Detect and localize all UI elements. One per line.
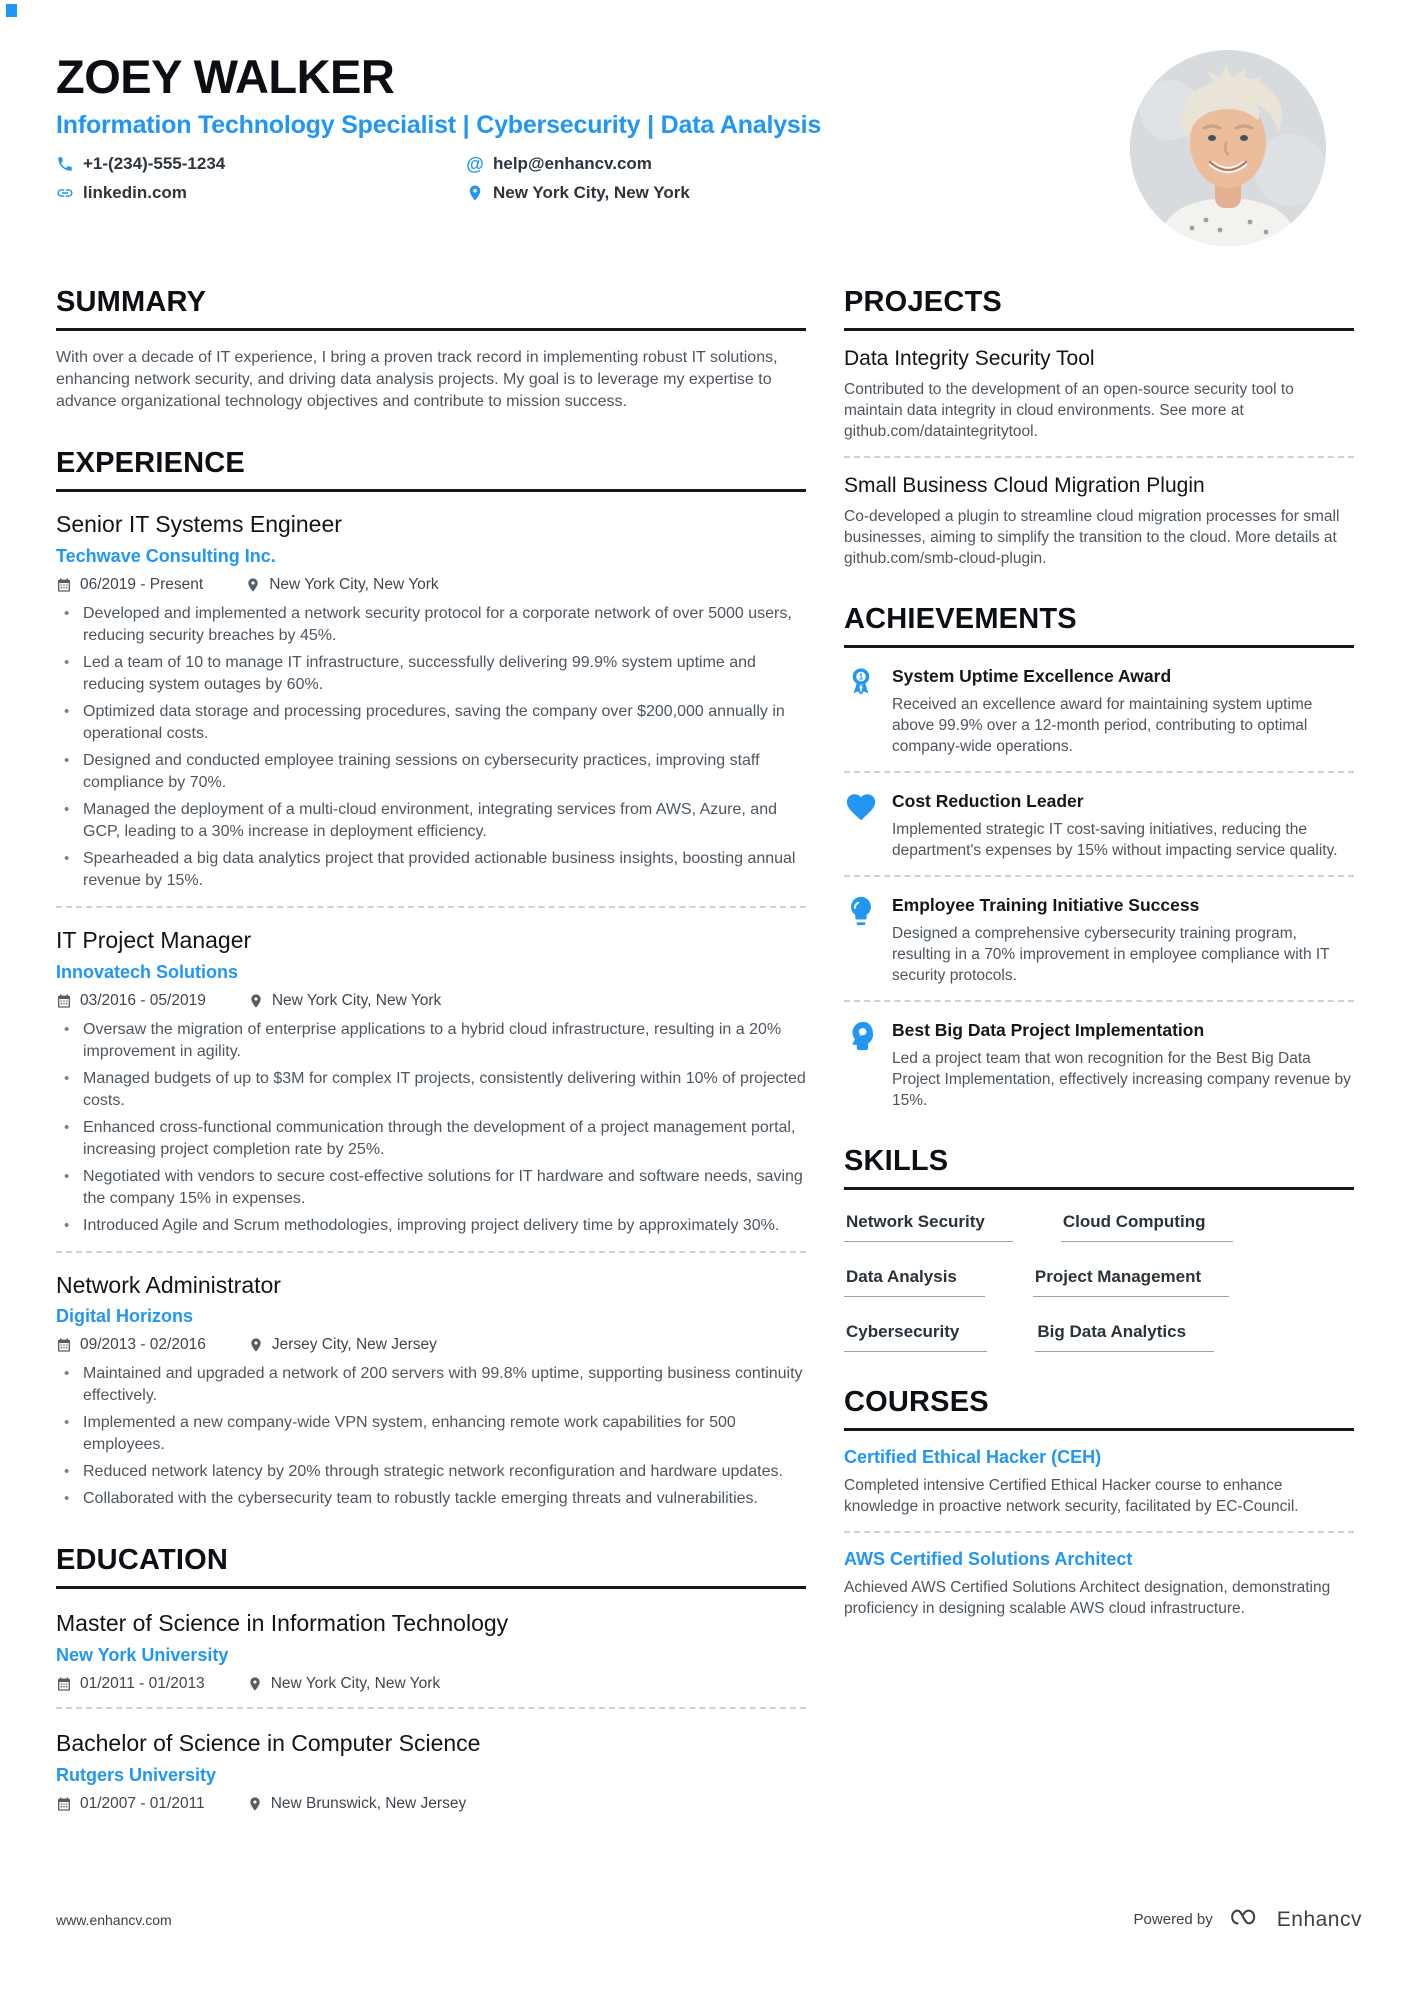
- course-entry: [844, 1447, 1354, 1517]
- location-pin-icon: [248, 993, 264, 1009]
- avatar: [1130, 50, 1326, 246]
- right-column: [844, 286, 1354, 1847]
- achievement-title: Cost Reduction Leader: [892, 791, 1084, 811]
- calendar-icon: [56, 577, 72, 593]
- degree-title: Master of Science in Information Technology: [56, 1610, 509, 1637]
- contact-grid: [56, 154, 821, 203]
- job-bullets: [56, 1019, 806, 1237]
- projects-heading: PROJECTS: [844, 286, 1354, 331]
- job-meta: [56, 992, 806, 1010]
- achievement-description: Led a project team that won recognition for the Best Big Data Project Implementation, effectively increasing company revenue by 15%.: [892, 1050, 1351, 1109]
- job-bullet: • Maintained and upgraded a network of 200 servers with 99.8% uptime, supporting business continuity effectively.: [56, 1363, 806, 1407]
- job-bullet: • Reduced network latency by 20% through strategic network reconfiguration and hardware updates.: [56, 1461, 806, 1483]
- company-name: Innovatech Solutions: [56, 961, 239, 982]
- achievement-entry: [844, 1018, 1354, 1111]
- projects-section: [844, 286, 1354, 569]
- education-meta: [56, 1675, 806, 1693]
- location-contact: [466, 183, 821, 203]
- achievement-entry: [844, 893, 1354, 986]
- school-name: New York University: [56, 1645, 229, 1665]
- company-name: Techwave Consulting Inc.: [56, 545, 276, 566]
- divider: [844, 771, 1354, 773]
- degree-title: Bachelor of Science in Computer Science: [56, 1730, 481, 1756]
- summary-section: [56, 286, 806, 413]
- courses-heading: COURSES: [844, 1386, 1354, 1431]
- achievement-title: Employee Training Initiative Success: [892, 895, 1200, 915]
- location-pin-icon: [248, 1337, 264, 1353]
- website-link[interactable]: www.enhancv.com: [56, 1911, 172, 1928]
- project-entry: [844, 347, 1354, 442]
- job-bullet: • Collaborated with the cybersecurity team to robustly tackle emerging threats and vulnerabilities.: [56, 1488, 806, 1510]
- experience-entry: [56, 1269, 806, 1511]
- job-meta: [56, 576, 806, 594]
- job-bullets: [56, 603, 806, 892]
- education-location: New York City, New York: [247, 1675, 440, 1693]
- job-title: Senior IT Systems Engineer: [56, 511, 342, 537]
- job-bullet: • Developed and implemented a network security protocol for a corporate network of over 5000 users, reducing security breaches by 45%.: [56, 603, 806, 647]
- job-bullets: [56, 1363, 806, 1510]
- project-title: Data Integrity Security Tool: [844, 347, 1095, 370]
- job-bullet: • Optimized data storage and processing procedures, saving the company over $200,000 annually in operational costs.: [56, 701, 806, 745]
- lightbulb-icon: [844, 894, 878, 928]
- resume-header: [56, 44, 1354, 246]
- achievement-title: Best Big Data Project Implementation: [892, 1020, 1205, 1040]
- powered-by-label: Powered by: [1133, 1911, 1213, 1928]
- skill-item: Data Analysis: [844, 1267, 985, 1297]
- course-title: AWS Certified Solutions Architect: [844, 1549, 1133, 1569]
- course-entry: [844, 1549, 1354, 1619]
- job-title: IT Project Manager: [56, 926, 252, 953]
- course-description: Achieved AWS Certified Solutions Architect designation, demonstrating proficiency in designing scalable AWS cloud infrastructure.: [844, 1579, 1331, 1617]
- divider: [844, 1000, 1354, 1002]
- divider: [844, 456, 1354, 458]
- candidate-name: ZOEY WALKER: [56, 50, 395, 103]
- summary-text: With over a decade of IT experience, I bring a proven track record in implementing robust IT solutions, enhancing network security, and driving data analysis projects. My goal is to leverage my expertise to advance organizational technology objectives and contribute to mission success.: [56, 349, 778, 410]
- calendar-icon: [56, 1796, 72, 1812]
- education-heading: EDUCATION: [56, 1544, 806, 1589]
- divider: [844, 875, 1354, 877]
- achievements-section: [844, 603, 1354, 1111]
- divider: [844, 1531, 1354, 1533]
- education-location: New Brunswick, New Jersey: [247, 1795, 467, 1813]
- course-title: Certified Ethical Hacker (CEH): [844, 1447, 1102, 1467]
- at-icon: @: [466, 153, 484, 174]
- project-title: Small Business Cloud Migration Plugin: [844, 474, 1205, 497]
- achievement-entry: [844, 789, 1354, 861]
- phone-number: +1-(234)-555-1234: [83, 154, 226, 174]
- content-columns: [56, 286, 1354, 1847]
- job-location: New York City, New York: [248, 992, 441, 1010]
- divider: [56, 906, 806, 908]
- courses-section: [844, 1386, 1354, 1619]
- experience-entry: [56, 924, 806, 1237]
- project-description: Co-developed a plugin to streamline cloud migration processes for small businesses, aiming to simplify the transition to the cloud. More details at github.com/smb-cloud-plugin.: [844, 508, 1340, 567]
- skills-section: [844, 1145, 1354, 1352]
- phone-icon: [56, 155, 74, 173]
- svg-text:1: 1: [858, 671, 864, 682]
- divider: [56, 1251, 806, 1253]
- location-pin-icon: [466, 184, 484, 202]
- medal-icon: [844, 665, 878, 699]
- skill-item: Cybersecurity: [844, 1322, 987, 1352]
- skill-item: Cloud Computing: [1061, 1212, 1234, 1242]
- heart-icon: [844, 790, 878, 824]
- calendar-icon: [56, 993, 72, 1009]
- location-pin-icon: [245, 577, 261, 593]
- link-icon: [56, 184, 74, 202]
- email-address: help@enhancv.com: [493, 154, 652, 174]
- phone-contact: [56, 154, 466, 174]
- head-idea-icon: [844, 1019, 878, 1053]
- education-dates: 01/2007 - 01/2011: [56, 1795, 205, 1813]
- course-description: Completed intensive Certified Ethical Hacker course to enhance knowledge in proactive network security, facilitated by EC-Council.: [844, 1477, 1299, 1515]
- job-dates: 06/2019 - Present: [56, 576, 203, 594]
- location-pin-icon: [247, 1796, 263, 1812]
- job-bullet: • Enhanced cross-functional communication through the development of a project management portal, increasing project completion rate by 25%.: [56, 1117, 806, 1161]
- job-bullet: • Managed the deployment of a multi-cloud environment, integrating services from AWS, Azure, and GCP, leading to a 30% increase in deployment efficiency.: [56, 799, 806, 843]
- job-location: Jersey City, New Jersey: [248, 1336, 437, 1354]
- job-bullet: • Managed budgets of up to $3M for complex IT projects, consistently delivering within 10% of projected costs.: [56, 1068, 806, 1112]
- brand-name: Enhancv: [1276, 1907, 1362, 1931]
- achievements-heading: ACHIEVEMENTS: [844, 603, 1354, 648]
- job-bullet: • Negotiated with vendors to secure cost-effective solutions for IT hardware and software needs, saving the company 15% in expenses.: [56, 1166, 806, 1210]
- education-entry: [56, 1605, 806, 1693]
- divider: [56, 1707, 806, 1709]
- job-dates: 03/2016 - 05/2019: [56, 992, 206, 1010]
- skills-heading: SKILLS: [844, 1145, 1354, 1190]
- education-meta: [56, 1795, 806, 1813]
- skill-item: Project Management: [1033, 1267, 1229, 1297]
- job-title: Network Administrator: [56, 1271, 281, 1298]
- calendar-icon: [56, 1337, 72, 1353]
- job-dates: 09/2013 - 02/2016: [56, 1336, 206, 1354]
- linkedin-url: linkedin.com: [83, 183, 187, 203]
- job-bullet: • Spearheaded a big data analytics project that provided actionable business insights, boosting annual revenue by 15%.: [56, 848, 806, 892]
- achievement-description: Implemented strategic IT cost-saving initiatives, reducing the department's expenses by 15% without impacting service quality.: [892, 821, 1338, 859]
- left-column: [56, 286, 806, 1847]
- skill-item: Big Data Analytics: [1035, 1322, 1214, 1352]
- skill-item: Network Security: [844, 1212, 1013, 1242]
- candidate-headline: Information Technology Specialist | Cybersecurity | Data Analysis: [56, 111, 822, 140]
- school-name: Rutgers University: [56, 1764, 217, 1785]
- achievement-title: System Uptime Excellence Award: [892, 666, 1172, 686]
- project-entry: [844, 474, 1354, 569]
- experience-entry: [56, 508, 806, 892]
- location-text: New York City, New York: [493, 183, 690, 203]
- education-section: [56, 1544, 806, 1813]
- job-meta: [56, 1336, 806, 1354]
- experience-heading: EXPERIENCE: [56, 447, 806, 492]
- achievement-description: Received an excellence award for maintaining system uptime above 99.9% over a 12-month period, contributing to optimal company-wide operations.: [892, 696, 1313, 755]
- job-bullet: • Designed and conducted employee training sessions on cybersecurity practices, improving staff compliance by 70%.: [56, 750, 806, 794]
- experience-section: [56, 447, 806, 1510]
- achievement-description: Designed a comprehensive cybersecurity training program, resulting in a 70% improvement in employee compliance with IT security protocols.: [892, 925, 1330, 984]
- linkedin-contact[interactable]: [56, 183, 466, 203]
- job-bullet: • Implemented a new company-wide VPN system, enhancing remote work capabilities for 500 employees.: [56, 1412, 806, 1456]
- job-bullet: • Led a team of 10 to manage IT infrastructure, successfully delivering 99.9% system uptime and reducing system outages by 60%.: [56, 652, 806, 696]
- summary-heading: SUMMARY: [56, 286, 806, 331]
- location-pin-icon: [247, 1676, 263, 1692]
- skills-list: [844, 1206, 1354, 1352]
- job-bullet: • Introduced Agile and Scrum methodologies, improving project delivery time by approximately 30%.: [56, 1215, 806, 1237]
- company-name: Digital Horizons: [56, 1306, 194, 1327]
- powered-by-block[interactable]: [1134, 1902, 1362, 1937]
- achievement-entry: [844, 664, 1354, 757]
- enhancv-logo-icon: [1223, 1902, 1267, 1937]
- job-location: New York City, New York: [245, 576, 438, 594]
- page-footer: [56, 1902, 1362, 1937]
- header-text-block: [56, 44, 821, 203]
- project-description: Contributed to the development of an open-source security tool to maintain data integrity in cloud environments. See more at github.com/dataintegritytool.: [844, 381, 1294, 440]
- email-contact[interactable]: [466, 154, 821, 174]
- education-entry: [56, 1725, 806, 1813]
- calendar-icon: [56, 1676, 72, 1692]
- education-dates: 01/2011 - 01/2013: [56, 1675, 205, 1693]
- job-bullet: • Oversaw the migration of enterprise applications to a hybrid cloud infrastructure, resulting in a 20% improvement in agility.: [56, 1019, 806, 1063]
